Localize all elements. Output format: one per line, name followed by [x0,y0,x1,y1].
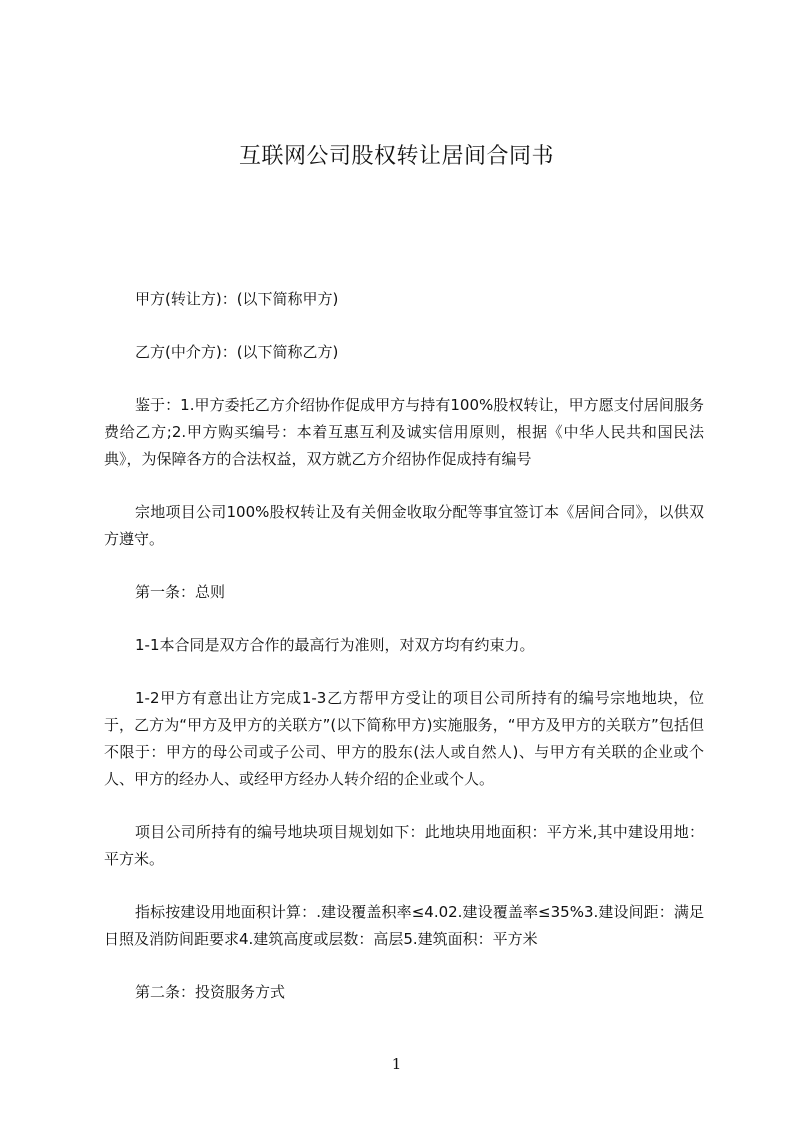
document-body [104,286,704,1032]
agreement-purpose-paragraph: 宗地项目公司100%股权转让及有关佣金收取分配等事宜签订本《居间合同》，以供双方遵守。 [104,503,704,548]
party-b-line: 乙方(中介方)：(以下简称乙方) [135,343,339,361]
page-number: 1 [391,1055,402,1073]
party-a-line: 甲方(转让方)：(以下简称甲方) [135,290,339,308]
document-title: 互联网公司股权转让居间合同书 [238,144,554,169]
article-one-heading: 第一条：总则 [135,583,226,601]
article-two-heading: 第二条：投资服务方式 [135,983,286,1001]
project-plan-paragraph: 项目公司所持有的编号地块项目规划如下：此地块用地面积：平方米,其中建设用地：平方米。 [104,823,704,868]
clause-1-1: 1-1本合同是双方合作的最高行为准则，对双方均有约束力。 [135,636,535,654]
clause-1-2: 1-2甲方有意出让方完成1-3乙方帮甲方受让的项目公司所持有的编号宗地地块，位于，乙方为“甲方及甲方的关联方”(以下简称甲方)实施服务，“甲方及甲方的关联方”包括但不限于：甲方的母公司或子公司、甲方的股东(法人或自然人)、与甲方有关联的企业或个人、甲方的经办人、或经甲方经办人转介绍的企业或个人。 [104,689,704,788]
recital-paragraph: 鉴于：1.甲方委托乙方介绍协作促成甲方与持有100%股权转让，甲方愿支付居间服务费给乙方;2.甲方购买编号：本着互惠互利及诚实信用原则，根据《中华人民共和国民法典》，为保障各方的合法权益，双方就乙方介绍协作促成持有编号 [104,396,704,468]
indicators-paragraph: 指标按建设用地面积计算：.建设覆盖积率≤4.02.建设覆盖率≤35%3.建设间距：满足日照及消防间距要求4.建筑高度或层数：高层5.建筑面积：平方米 [104,903,704,948]
